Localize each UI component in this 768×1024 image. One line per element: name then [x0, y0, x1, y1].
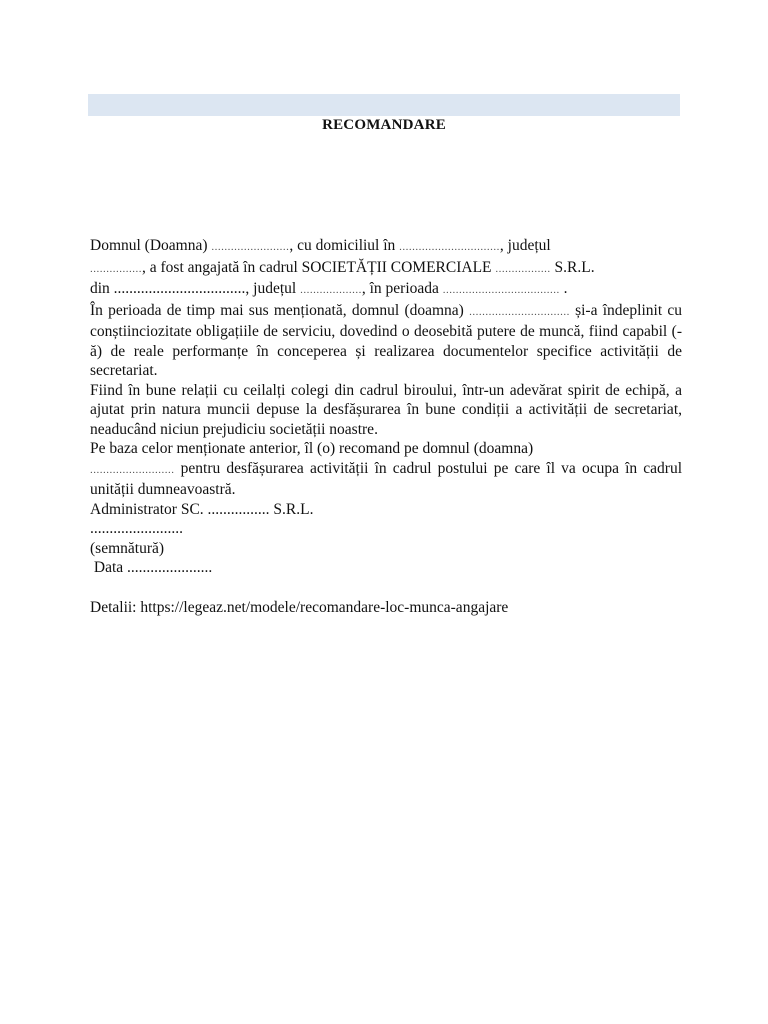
paragraph-performance: [90, 301, 682, 381]
blank-name: ........................: [211, 241, 290, 253]
text-segment: Domnul (Doamna): [90, 237, 208, 254]
blank-company: .................: [495, 262, 551, 275]
blank-company-county: ...................: [300, 284, 362, 296]
blank-recommended: ..........................: [90, 463, 175, 476]
blank-address: ...............................: [399, 241, 500, 253]
document-body: [90, 236, 682, 578]
paragraph-recommendation: [90, 439, 682, 500]
text-segment: Pe baza celor menționate anterior, îl (o) recomand pe domnul (doamna): [90, 440, 534, 457]
text-segment: , județul: [499, 237, 551, 254]
date-line: Data ......................: [90, 559, 213, 576]
text-segment: .: [559, 280, 568, 297]
text-segment: , cu domiciliul în: [289, 237, 400, 254]
paragraph-teamwork: Fiind în bune relații cu ceilalți colegi din cadrul biroului, într-un adevărat spirit de echipă, a ajutat prin natura muncii depuse la desfășurarea în bune condiții a activității de secretariat, neaducând niciun prejudiciu societății noastre.: [90, 381, 682, 438]
text-segment: , a fost angajată în cadrul SOCIETĂȚII COMERCIALE: [142, 258, 496, 276]
document-title: RECOMANDARE: [322, 117, 446, 133]
signature-dots: ........................: [90, 520, 183, 537]
blank-county: ................: [90, 262, 142, 275]
text-segment: pentru desfășurarea activității în cadrul postului pe care îl va ocupa în cadrul unității dumneavoastră.: [90, 459, 682, 498]
text-segment: și-a îndeplinit cu conștiinciozitate obligațiile de serviciu, dovedind o deosebită putere de muncă, fiind capabil (-ă) de reale performanțe în conceperea și realizarea documentelor specifice activității de secretariat.: [90, 301, 683, 379]
details-link[interactable]: Detalii: https://legeaz.net/modele/recomandare-loc-munca-angajare: [90, 599, 509, 616]
header-band: [88, 94, 680, 116]
text-segment: din .................................., județul: [90, 280, 301, 297]
text-segment: În perioada de timp mai sus menționată, domnul (doamna): [90, 301, 470, 319]
text-segment: S.R.L.: [550, 258, 595, 276]
blank-period: ....................................: [442, 284, 560, 296]
blank-employee: ...............................: [469, 305, 570, 318]
paragraph-employment: [90, 236, 682, 301]
administrator-line: Administrator SC. ................ S.R.L.: [90, 500, 314, 518]
text-segment: , în perioada: [361, 280, 443, 297]
signature-label: (semnătură): [90, 539, 165, 557]
